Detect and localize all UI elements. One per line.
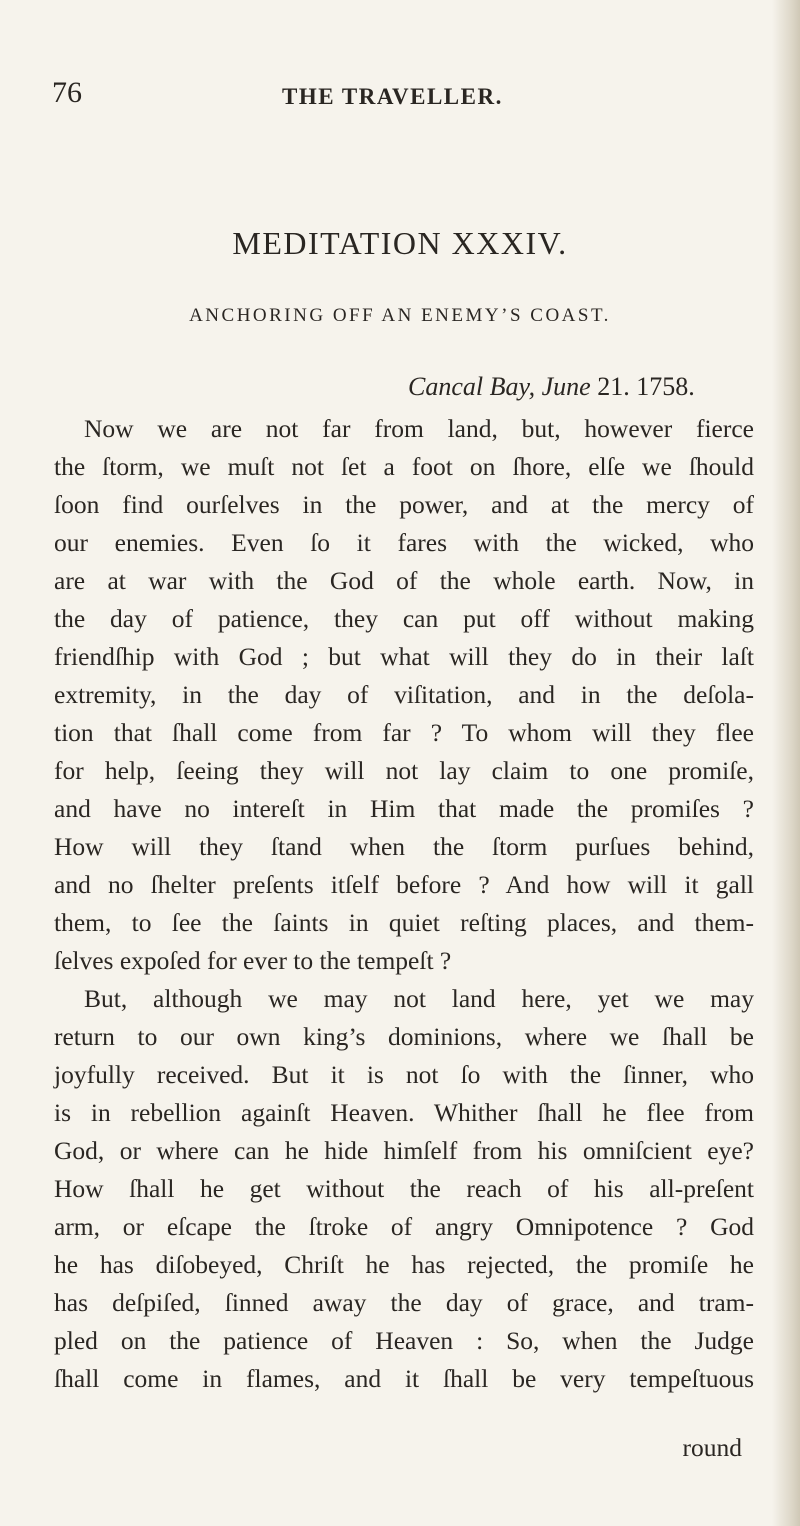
text-line: tion that ſhall come from far ? To whom will they flee xyxy=(54,718,754,747)
text-line: our enemies. Even ſo it fares with the wicked, who xyxy=(54,528,754,557)
paragraph-1 xyxy=(54,410,754,980)
meditation-subtitle: ANCHORING OFF AN ENEMY’S COAST. xyxy=(189,305,611,326)
text-line: ſhall come in flames, and it ſhall be very tempeſtuous xyxy=(54,1364,754,1393)
text-line: ſelves expoſed for ever to the tempeſt ? xyxy=(54,946,452,975)
text-line: are at war with the God of the whole earth. Now, in xyxy=(54,566,754,595)
text-line: them, to ſee the ſaints in quiet reſting places, and them- xyxy=(54,908,754,937)
text-line: is in rebellion againſt Heaven. Whither ſhall he flee from xyxy=(54,1098,754,1127)
page-edge-shadow xyxy=(772,0,800,1526)
text-line: for help, ſeeing they will not lay claim to one promiſe, xyxy=(54,756,754,785)
running-head xyxy=(52,72,752,112)
text-line: joyfully received. But it is not ſo with the ſinner, who xyxy=(54,1060,754,1089)
paragraph-2 xyxy=(54,980,754,1398)
running-title: THE TRAVELLER. xyxy=(282,84,503,109)
text-line: extremity, in the day of viſitation, and in the deſola- xyxy=(54,680,754,709)
text-line: But, although we may not land here, yet we may xyxy=(84,984,754,1013)
text-line: return to our own king’s dominions, where we ſhall be xyxy=(54,1022,754,1051)
text-line: and no ſhelter preſents itſelf before ? And how will it gall xyxy=(54,870,754,899)
text-line: God, or where can he hide himſelf from his omniſcient eye? xyxy=(54,1136,754,1165)
dateline-month: June xyxy=(541,372,591,401)
text-line: the ſtorm, we muſt not ſet a foot on ſhore, elſe we ſhould xyxy=(54,452,754,481)
meditation-title: MEDITATION XXXIV. xyxy=(232,225,568,261)
text-line: friendſhip with God ; but what will they do in their laſt xyxy=(54,642,754,671)
text-line: Now we are not far from land, but, however fierce xyxy=(84,414,754,443)
text-line: ſoon find ourſelves in the power, and at the mercy of xyxy=(54,490,754,519)
dateline xyxy=(408,372,695,402)
text-line: pled on the patience of Heaven : So, when the Judge xyxy=(54,1326,754,1355)
text-line: How will they ſtand when the ſtorm purſues behind, xyxy=(54,832,754,861)
text-line: the day of patience, they can put off without making xyxy=(54,604,754,633)
text-line: he has diſobeyed, Chriſt he has rejected, the promiſe he xyxy=(54,1250,754,1279)
catchword: round xyxy=(682,1433,742,1462)
text-line: How ſhall he get without the reach of his all-preſent xyxy=(54,1174,754,1203)
dateline-date: 21. 1758. xyxy=(597,372,695,401)
dateline-place: Cancal Bay, xyxy=(408,372,536,401)
text-line: arm, or eſcape the ſtroke of angry Omnipotence ? God xyxy=(54,1212,754,1241)
text-line: has deſpiſed, ſinned away the day of grace, and tram- xyxy=(54,1288,754,1317)
body-text xyxy=(54,410,754,1398)
page-number: 76 xyxy=(52,76,82,109)
text-line: and have no intereſt in Him that made the promiſes ? xyxy=(54,794,754,823)
